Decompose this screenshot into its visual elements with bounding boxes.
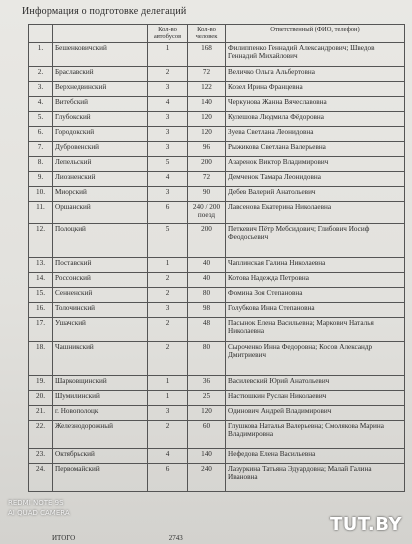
row-responsible: Голубкова Инна Степановна (226, 302, 405, 317)
row-responsible: Лазуркина Татьяна Эдуардовна; Малай Галина Ивановна (226, 463, 405, 491)
camera-model: REDMI NOTE 9S (8, 499, 64, 507)
row-district: Чашникский (53, 341, 148, 375)
row-number: 4. (29, 96, 53, 111)
row-people: 80 (188, 287, 226, 302)
site-logo: TUT.BY (329, 514, 402, 535)
camera-watermark (8, 498, 70, 518)
row-buses: 1 (148, 42, 188, 66)
header-buses: Кол-во автобусов (148, 25, 188, 43)
row-number: 12. (29, 223, 53, 257)
delegations-table (28, 24, 405, 492)
row-number: 15. (29, 287, 53, 302)
row-people: 96 (188, 141, 226, 156)
row-buses: 3 (148, 111, 188, 126)
row-number: 13. (29, 257, 53, 272)
row-buses: 1 (148, 257, 188, 272)
row-number: 18. (29, 341, 53, 375)
table-row (29, 42, 405, 66)
row-buses: 4 (148, 171, 188, 186)
row-buses: 3 (148, 302, 188, 317)
row-responsible: Петкевич Пётр Мебсидович; Глибович Иосиф Феодосьевич (226, 223, 405, 257)
table-row (29, 111, 405, 126)
row-responsible: Сыроченко Инна Федоровна; Косов Александр Дмитриевич (226, 341, 405, 375)
row-district: г. Новополоцк (53, 405, 148, 420)
row-buses: 2 (148, 420, 188, 448)
row-number: 17. (29, 317, 53, 341)
row-responsible: Козел Ирина Францевна (226, 81, 405, 96)
row-district: Шарковщинский (53, 375, 148, 390)
row-buses: 1 (148, 390, 188, 405)
table-row (29, 448, 405, 463)
row-buses: 2 (148, 272, 188, 287)
row-buses: 5 (148, 223, 188, 257)
row-buses: 6 (148, 201, 188, 223)
row-number: 7. (29, 141, 53, 156)
row-responsible: Чаплинская Галина Николаевна (226, 257, 405, 272)
row-responsible: Дебев Валерий Анатольевич (226, 186, 405, 201)
table-row (29, 201, 405, 223)
row-people: 122 (188, 81, 226, 96)
table-row (29, 126, 405, 141)
row-number: 11. (29, 201, 53, 223)
row-people: 36 (188, 375, 226, 390)
row-responsible: Филиппенко Геннадий Александрович; Шведов Геннадий Михайлович (226, 42, 405, 66)
row-people: 72 (188, 66, 226, 81)
row-district: Поставский (53, 257, 148, 272)
row-people: 40 (188, 272, 226, 287)
row-district: Толочинский (53, 302, 148, 317)
table-row (29, 223, 405, 257)
row-responsible: Лавсенова Екатерина Николаевна (226, 201, 405, 223)
row-number: 21. (29, 405, 53, 420)
row-number: 14. (29, 272, 53, 287)
table-row (29, 171, 405, 186)
row-district: Дубровенский (53, 141, 148, 156)
row-buses: 3 (148, 141, 188, 156)
row-district: Витебский (53, 96, 148, 111)
row-responsible: Котова Надежда Петровна (226, 272, 405, 287)
table-row (29, 405, 405, 420)
row-buses: 2 (148, 317, 188, 341)
row-number: 3. (29, 81, 53, 96)
table-row (29, 257, 405, 272)
document-title: Информация о подготовке делегаций (22, 6, 187, 17)
row-people: 240 (188, 463, 226, 491)
row-buses: 3 (148, 186, 188, 201)
row-number: 5. (29, 111, 53, 126)
table-row (29, 141, 405, 156)
camera-label: AI QUAD CAMERA (8, 509, 70, 517)
row-number: 6. (29, 126, 53, 141)
table-row (29, 156, 405, 171)
row-district: Лиозненский (53, 171, 148, 186)
row-responsible: Глушкова Наталья Валерьевна; Смолякова Марина Владимировна (226, 420, 405, 448)
row-district: Браславский (53, 66, 148, 81)
total-label: ИТОГО (52, 534, 76, 542)
row-responsible: Кулешова Людмила Фёдоровна (226, 111, 405, 126)
row-responsible: Черкунова Жанна Вячеславовна (226, 96, 405, 111)
row-district: Городокский (53, 126, 148, 141)
table-row (29, 287, 405, 302)
table-row (29, 186, 405, 201)
row-people: 60 (188, 420, 226, 448)
row-district: Шумилинский (53, 390, 148, 405)
row-people: 25 (188, 390, 226, 405)
row-responsible: Демченок Тамара Леонидовна (226, 171, 405, 186)
row-buses: 1 (148, 375, 188, 390)
row-district: Сенненский (53, 287, 148, 302)
row-people: 140 (188, 96, 226, 111)
row-district: Верхнедвинский (53, 81, 148, 96)
row-responsible: Величко Ольга Альбертовна (226, 66, 405, 81)
row-buses: 3 (148, 126, 188, 141)
row-number: 19. (29, 375, 53, 390)
row-district: Миорский (53, 186, 148, 201)
row-people: 200 (188, 223, 226, 257)
table-row (29, 341, 405, 375)
table-row (29, 375, 405, 390)
row-district: Железнодорожный (53, 420, 148, 448)
row-number: 10. (29, 186, 53, 201)
table-row (29, 81, 405, 96)
row-number: 9. (29, 171, 53, 186)
table-row (29, 66, 405, 81)
table-row (29, 390, 405, 405)
header-num (29, 25, 53, 43)
row-people: 120 (188, 405, 226, 420)
row-people: 120 (188, 111, 226, 126)
total-people: 2743 (168, 534, 183, 542)
row-number: 2. (29, 66, 53, 81)
row-buses: 2 (148, 341, 188, 375)
row-district: Первомайский (53, 463, 148, 491)
row-number: 16. (29, 302, 53, 317)
row-people: 72 (188, 171, 226, 186)
row-number: 23. (29, 448, 53, 463)
row-people: 40 (188, 257, 226, 272)
header-district (53, 25, 148, 43)
row-number: 1. (29, 42, 53, 66)
row-district: Октябрьский (53, 448, 148, 463)
row-people: 140 (188, 448, 226, 463)
row-responsible: Василевский Юрий Анатольевич (226, 375, 405, 390)
row-people: 98 (188, 302, 226, 317)
table-row (29, 272, 405, 287)
row-district: Оршанский (53, 201, 148, 223)
row-responsible: Азаренок Виктор Владимирович (226, 156, 405, 171)
row-people: 120 (188, 126, 226, 141)
header-responsible: Ответственный (ФИО, телефон) (226, 25, 405, 43)
row-responsible: Фомина Зоя Степановна (226, 287, 405, 302)
row-buses: 3 (148, 81, 188, 96)
row-buses: 4 (148, 448, 188, 463)
row-number: 22. (29, 420, 53, 448)
row-responsible: Зуева Светлана Леонидовна (226, 126, 405, 141)
row-people: 80 (188, 341, 226, 375)
row-responsible: Настюшкин Руслан Николаевич (226, 390, 405, 405)
row-district: Глубокский (53, 111, 148, 126)
row-buses: 5 (148, 156, 188, 171)
row-number: 20. (29, 390, 53, 405)
row-district: Ушачский (53, 317, 148, 341)
row-responsible: Рыжикова Светлана Валерьевна (226, 141, 405, 156)
row-number: 24. (29, 463, 53, 491)
row-people: 240 / 200 поезд (188, 201, 226, 223)
total-row (52, 534, 183, 542)
row-people: 90 (188, 186, 226, 201)
row-district: Полоцкий (53, 223, 148, 257)
row-buses: 4 (148, 96, 188, 111)
table-header-row (29, 25, 405, 43)
row-district: Лепельский (53, 156, 148, 171)
row-responsible: Пасынок Елена Васильевна; Маркович Наталья Николаевна (226, 317, 405, 341)
row-buses: 2 (148, 66, 188, 81)
row-responsible: Нефедова Елена Васильевна (226, 448, 405, 463)
row-district: Бешенковичский (53, 42, 148, 66)
row-people: 48 (188, 317, 226, 341)
table-row (29, 463, 405, 491)
table-row (29, 96, 405, 111)
row-district: Россонский (53, 272, 148, 287)
row-buses: 2 (148, 287, 188, 302)
table-row (29, 317, 405, 341)
row-number: 8. (29, 156, 53, 171)
row-people: 168 (188, 42, 226, 66)
row-people: 200 (188, 156, 226, 171)
row-responsible: Одинович Андрей Владимирович (226, 405, 405, 420)
table-row (29, 302, 405, 317)
header-people: Кол-во человек (188, 25, 226, 43)
table-row (29, 420, 405, 448)
row-buses: 3 (148, 405, 188, 420)
row-buses: 6 (148, 463, 188, 491)
